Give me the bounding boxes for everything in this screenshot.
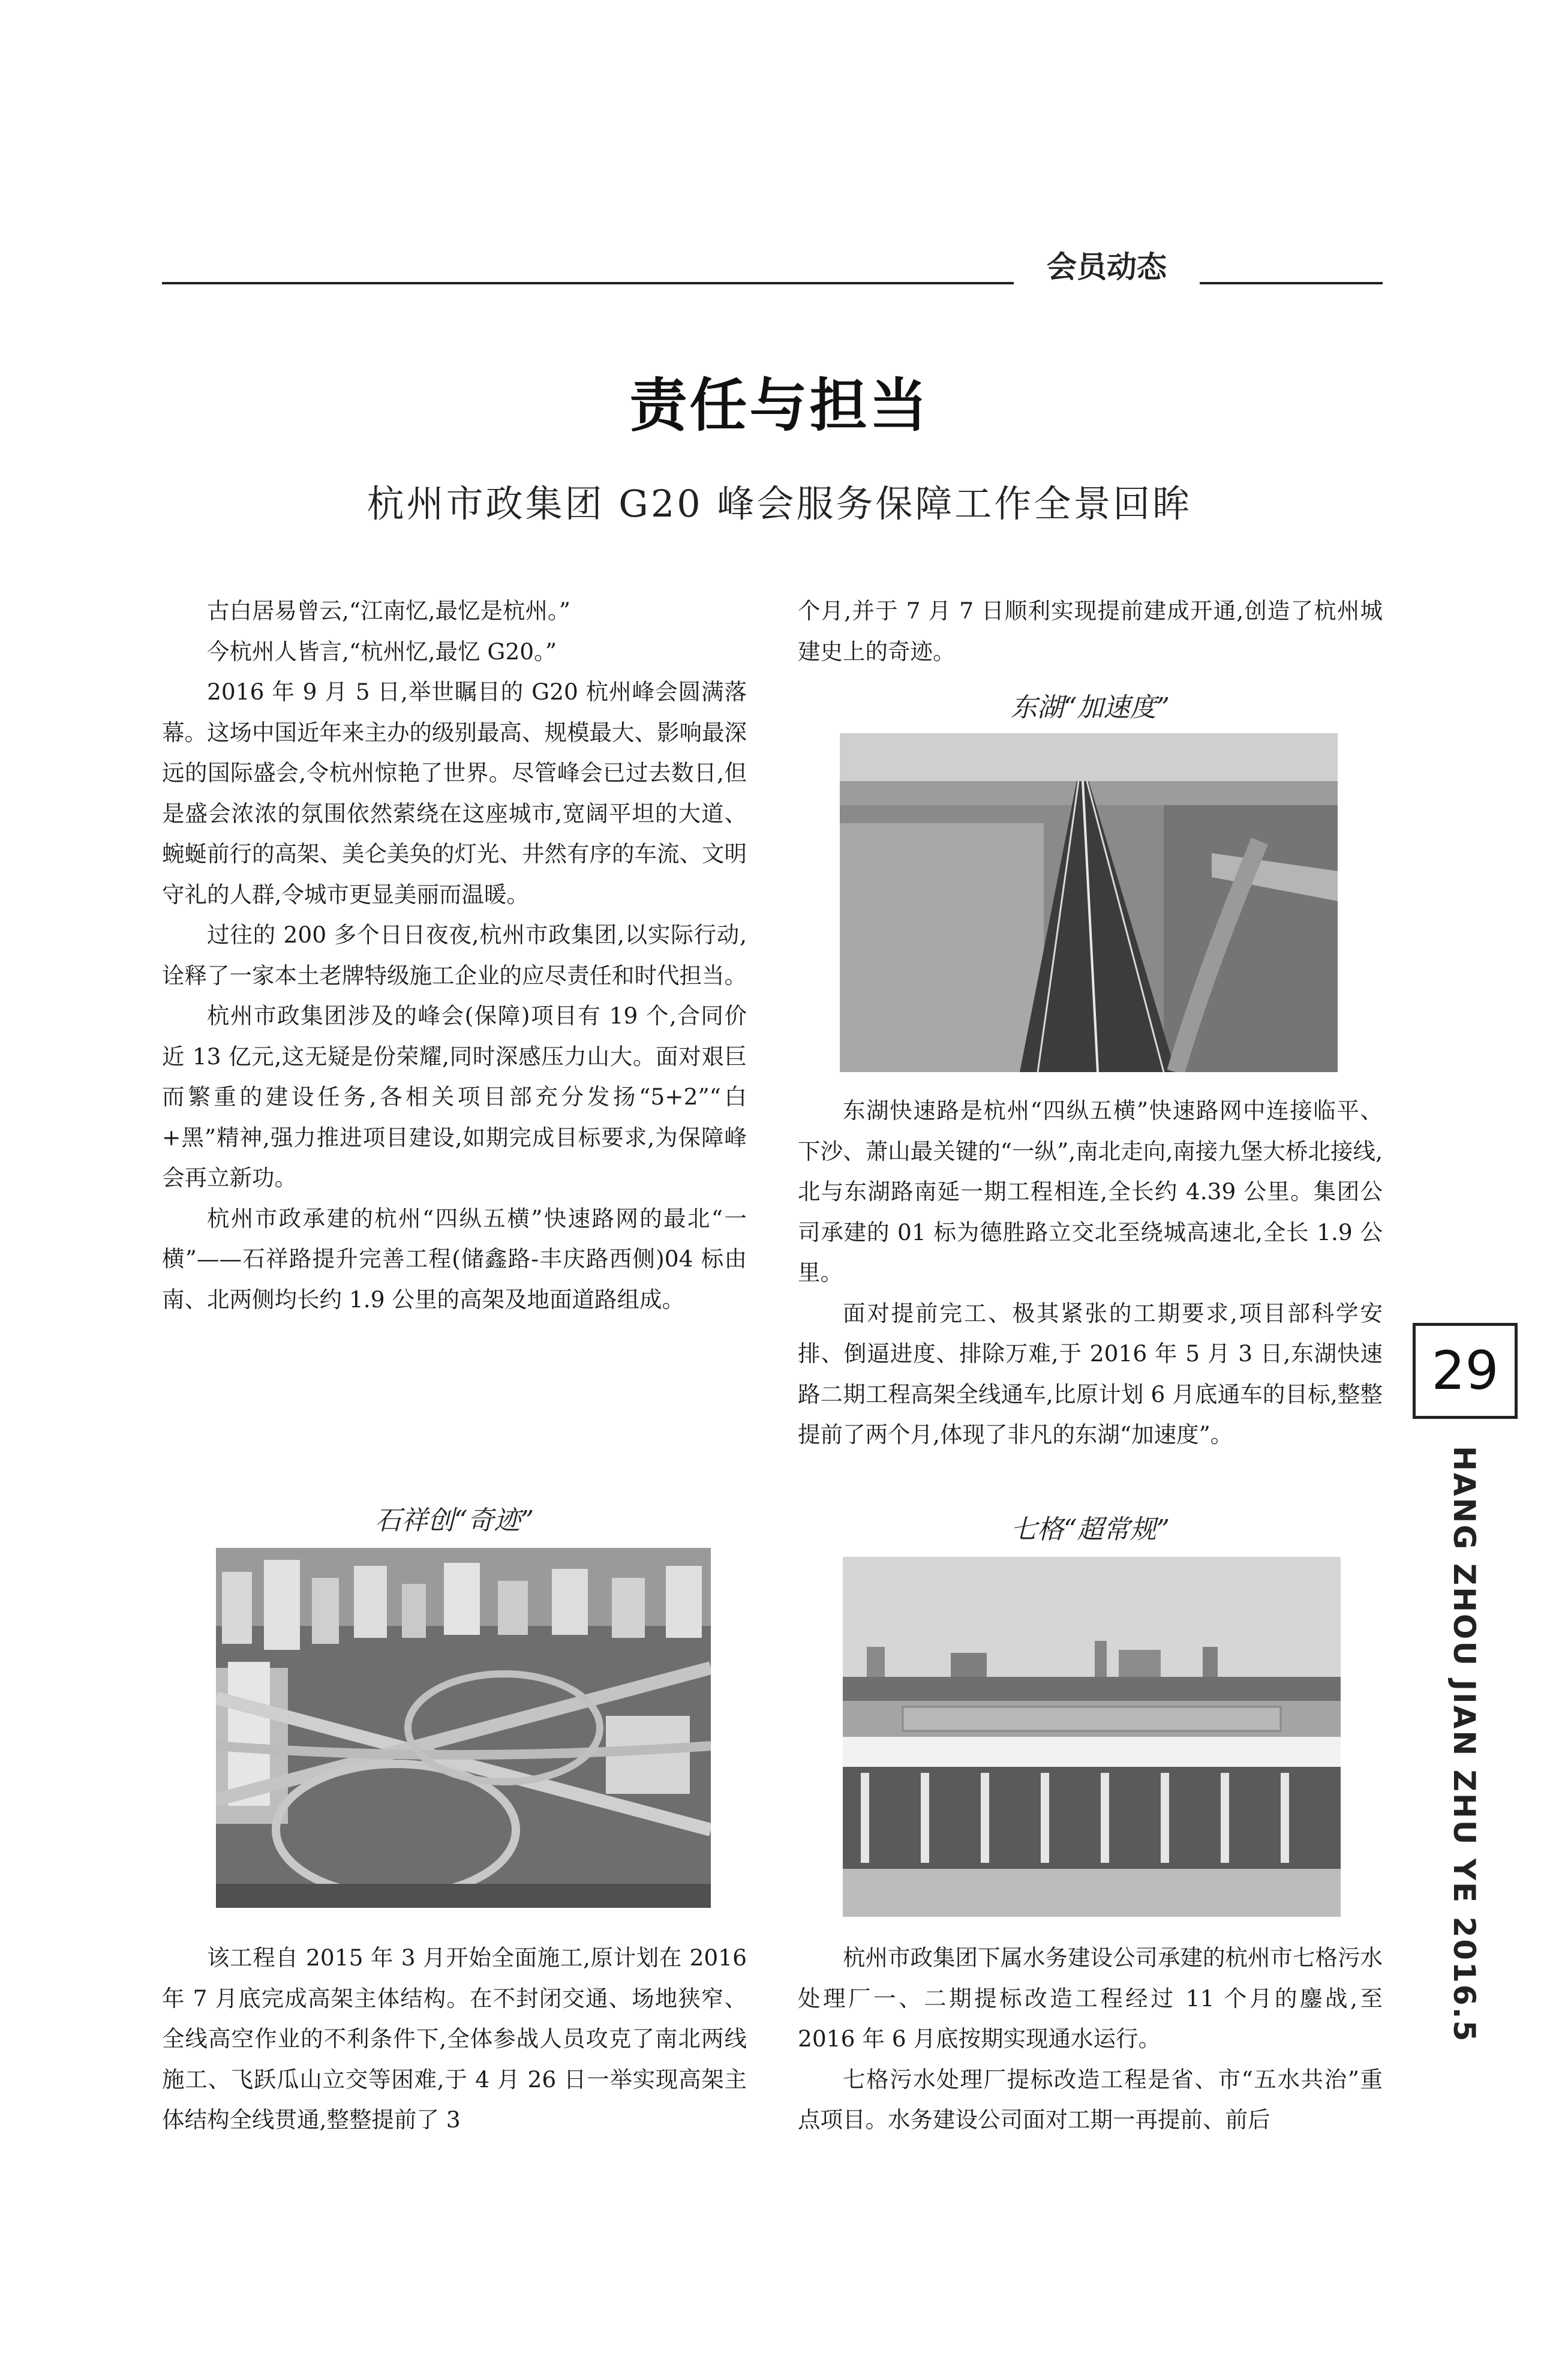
paragraph: 2016 年 9 月 5 日,举世瞩目的 G20 杭州峰会圆满落幕。这场中国近年来主办的级别最高、规模最大、影响最深远的国际盛会,令杭州惊艳了世界。尽管峰会已过去数日,但是盛会浓浓的氛围依然萦绕在这座城市,宽阔平坦的大道、蜿蜒前行的高架、美仑美奂的灯光、井然有序的车流、文明守礼的人群,令城市更显美丽而温暖。 bbox=[162, 679, 747, 908]
right-column-mid-text bbox=[798, 1091, 1383, 1455]
left-column-text bbox=[162, 591, 747, 1320]
page-number: 29 bbox=[1413, 1323, 1518, 1419]
paragraph: 杭州市政承建的杭州“四纵五横”快速路网的最北“一横”——石祥路提升完善工程(储鑫路-丰庆路西侧)04 标由南、北两侧均长约 1.9 公里的高架及地面道路组成。 bbox=[162, 1205, 747, 1313]
journal-title-vertical: HANG ZHOU JIAN ZHU YE 2016.5 bbox=[1447, 1446, 1482, 2043]
article-subtitle: 杭州市政集团 G20 峰会服务保障工作全景回眸 bbox=[367, 482, 1192, 526]
photo-qige-sewage-plant bbox=[843, 1557, 1341, 1917]
paragraph: 古白居易曾云,“江南忆,最忆是杭州。” bbox=[207, 598, 570, 624]
section-heading-qige: 七格“超常规” bbox=[1011, 1514, 1170, 1545]
section-heading-donghu: 东湖“加速度” bbox=[1011, 692, 1170, 723]
article-title: 责任与担当 bbox=[629, 372, 930, 439]
left-column-bottom-text bbox=[162, 1938, 747, 2141]
journal-vertical-wrapper bbox=[1404, 1446, 1524, 2052]
right-column-bottom-text bbox=[798, 1938, 1383, 2141]
section-label: 会员动态 bbox=[1047, 250, 1167, 284]
paragraph: 东湖快速路是杭州“四纵五横”快速路网中连接临平、下沙、萧山最关键的“一纵”,南北走向,南接九堡大桥北接线,北与东湖路南延一期工程相连,全长约 4.39 公里。集团公司承建的 01 标为德胜路立交北至绕城高速北,全长 1.9 公里。 bbox=[798, 1097, 1383, 1286]
paragraph: 杭州市政集团下属水务建设公司承建的杭州市七格污水处理厂一、二期提标改造工程经过 11 个月的鏖战,至 2016 年 6 月底按期实现通水运行。 bbox=[798, 1944, 1383, 2052]
header-rule-right bbox=[1200, 282, 1383, 284]
paragraph: 该工程自 2015 年 3 月开始全面施工,原计划在 2016 年 7 月底完成高架主体结构。在不封闭交通、场地狭窄、全线高空作业的不利条件下,全体参战人员攻克了南北两线施工、飞跃瓜山立交等困难,于 4 月 26 日一举实现高架主体结构全线贯通,整整提前了 3 bbox=[162, 1944, 747, 2133]
photo-shixiang-interchange bbox=[216, 1548, 711, 1908]
paragraph: 杭州市政集团涉及的峰会(保障)项目有 19 个,合同价近 13 亿元,这无疑是份荣耀,同时深感压力山大。面对艰巨而繁重的建设任务,各相关项目部充分发扬“5+2”“白+黑”精神,强力推进项目建设,如期完成目标要求,为保障峰会再立新功。 bbox=[162, 1003, 747, 1191]
paragraph: 面对提前完工、极其紧张的工期要求,项目部科学安排、倒逼进度、排除万难,于 2016 年 5 月 3 日,东湖快速路二期工程高架全线通车,比原计划 6 月底通车的目标,整整提前了两个月,体现了非凡的东湖“加速度”。 bbox=[798, 1299, 1383, 1448]
paragraph: 七格污水处理厂提标改造工程是省、市“五水共治”重点项目。水务建设公司面对工期一再提前、前后 bbox=[798, 2066, 1383, 2133]
header-rule-left bbox=[162, 282, 1014, 284]
section-heading-shixiang: 石祥创“奇迹” bbox=[375, 1505, 534, 1536]
paragraph: 个月,并于 7 月 7 日顺利实现提前建成开通,创造了杭州城建史上的奇迹。 bbox=[798, 598, 1383, 665]
right-column-top-text bbox=[798, 591, 1383, 672]
photo-donghu-expressway bbox=[840, 733, 1338, 1072]
paragraph: 过往的 200 多个日日夜夜,杭州市政集团,以实际行动,诠释了一家本土老牌特级施工企业的应尽责任和时代担当。 bbox=[162, 922, 747, 989]
paragraph: 今杭州人皆言,“杭州忆,最忆 G20。” bbox=[207, 638, 557, 665]
